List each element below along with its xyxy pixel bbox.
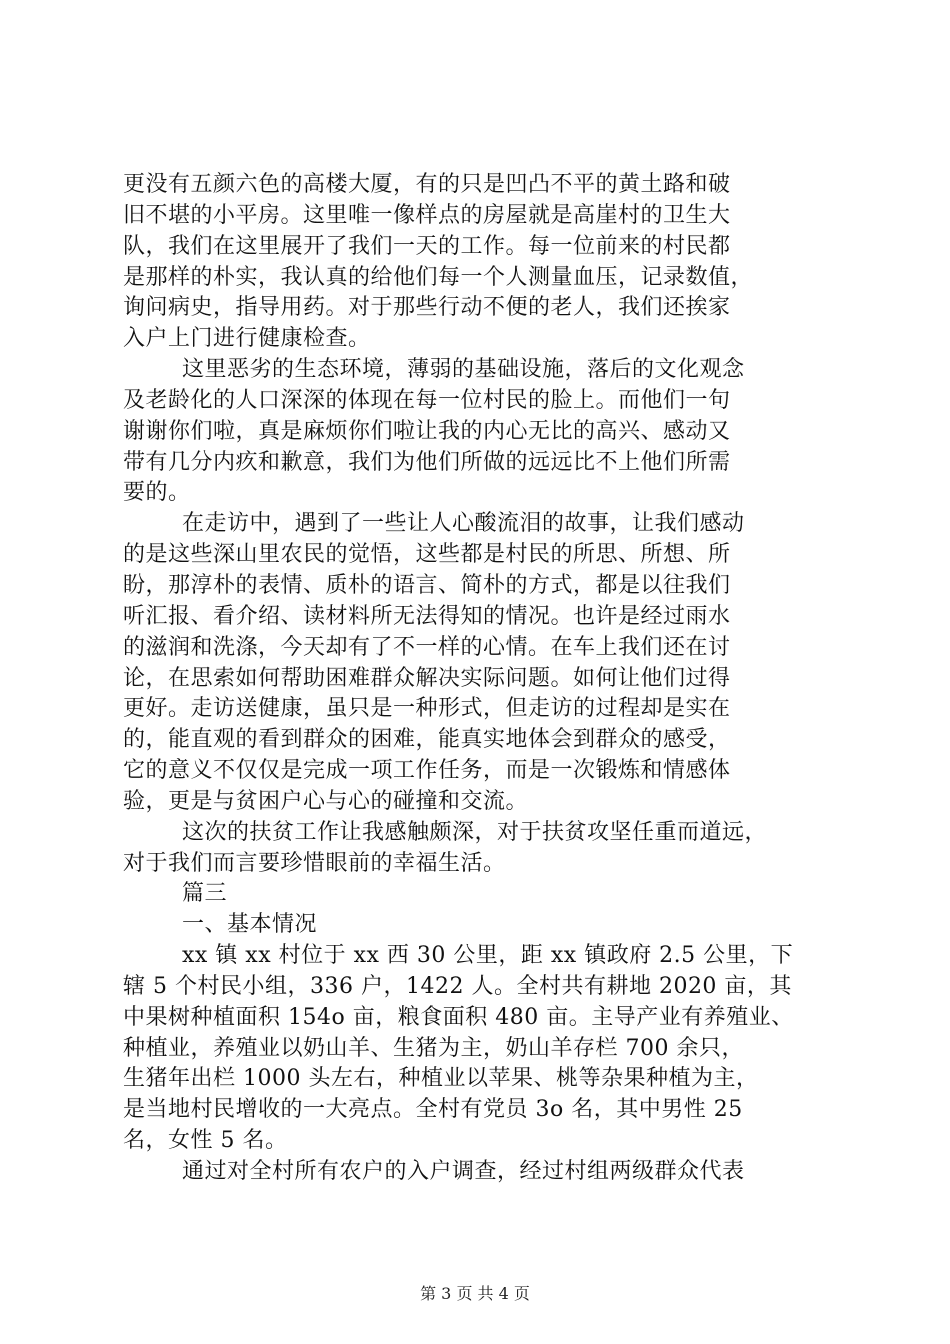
text-line: 名，女性 5 名。 xyxy=(123,1128,288,1154)
text-line: 的是这些深山里农民的觉悟，这些都是村民的所思、所想、所 xyxy=(123,542,731,568)
text-line: 对于我们而言要珍惜眼前的幸福生活。 xyxy=(123,850,506,876)
text-line: 更没有五颜六色的高楼大厦，有的只是凹凸不平的黄土路和破 xyxy=(123,172,731,197)
text-line: 入户上门进行健康检查。 xyxy=(123,326,371,352)
text-line: 队，我们在这里展开了我们一天的工作。每一位前来的村民都 xyxy=(123,233,731,259)
text-line: 论，在思索如何帮助困难群众解决实际问题。如何让他们过得 xyxy=(123,665,731,691)
text-line: 篇三 xyxy=(182,881,228,907)
text-line: 的，能直观的看到群众的困难，能真实地体会到群众的感受， xyxy=(123,727,731,753)
document-body xyxy=(123,170,835,1188)
text-line: 是那样的朴实，我认真的给他们每一个人测量血压，记录数值， xyxy=(123,264,754,290)
text-line: 在走访中，遇到了一些让人心酸流泪的故事，让我们感动 xyxy=(182,511,745,537)
text-line: 验，更是与贫困户心与心的碰撞和交流。 xyxy=(123,788,529,814)
text-line: 询问病史，指导用药。对于那些行动不便的老人，我们还挨家 xyxy=(123,295,731,321)
text-line: 盼，那淳朴的表情、质朴的语言、简朴的方式，都是以往我们 xyxy=(123,572,731,598)
text-line: 要的。 xyxy=(123,480,191,506)
text-line: 这里恶劣的生态环境，薄弱的基础设施，落后的文化观念 xyxy=(182,357,745,383)
text-line: xx 镇 xx 村位于 xx 西 30 公里，距 xx 镇政府 2.5 公里，下 xyxy=(182,943,794,969)
text-line: 通过对全村所有农户的入户调查，经过村组两级群众代表 xyxy=(182,1159,745,1184)
text-line: 听汇报、看介绍、读材料所无法得知的情况。也许是经过雨水 xyxy=(123,603,731,629)
text-line: 更好。走访送健康，虽只是一种形式，但走访的过程却是实在 xyxy=(123,696,731,722)
text-line: 这次的扶贫工作让我感触颇深，对于扶贫攻坚任重而道远， xyxy=(182,819,768,845)
text-line: 是当地村民增收的一大亮点。全村有党员 3o 名，其中男性 25 xyxy=(123,1097,743,1123)
text-line: 生猪年出栏 1000 头左右，种植业以苹果、桃等杂果种植为主， xyxy=(123,1066,759,1092)
text-line: 一、基本情况 xyxy=(182,912,318,938)
page-footer: 第 3 页 共 4 页 xyxy=(420,1284,530,1303)
text-line: 辖 5 个村民小组，336 户，1422 人。全村共有耕地 2020 亩，其 xyxy=(123,973,792,999)
text-line: 谢谢你们啦，真是麻烦你们啦让我的内心无比的高兴、感动又 xyxy=(123,418,731,444)
text-line: 它的意义不仅仅是完成一项工作任务，而是一次锻炼和情感体 xyxy=(123,758,731,784)
text-line: 旧不堪的小平房。这里唯一像样点的房屋就是高崖村的卫生大 xyxy=(123,202,731,228)
text-line: 种植业，养殖业以奶山羊、生猪为主，奶山羊存栏 700 余只， xyxy=(123,1035,744,1061)
text-line: 带有几分内疚和歉意，我们为他们所做的远远比不上他们所需 xyxy=(123,449,731,475)
text-line: 中果树种植面积 154o 亩，粮食面积 480 亩。主导产业有养殖业、 xyxy=(123,1004,794,1030)
text-line: 的滋润和洗涤，今天却有了不一样的心情。在车上我们还在讨 xyxy=(123,634,731,660)
text-line: 及老龄化的人口深深的体现在每一位村民的脸上。而他们一句 xyxy=(123,387,731,413)
